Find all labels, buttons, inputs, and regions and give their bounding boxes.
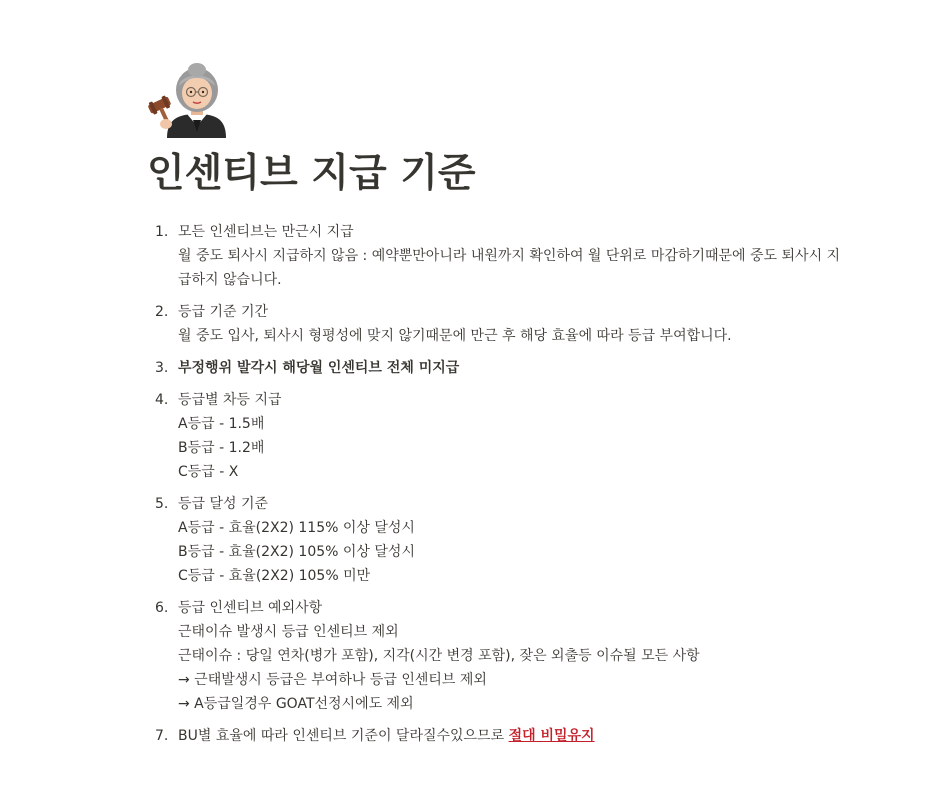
list-item-number: 6. xyxy=(155,600,169,616)
list-item-detail: 월 중도 입사, 퇴사시 형평성에 맞지 않기때문에 만근 후 해당 효율에 따라 등급 부여합니다. xyxy=(178,328,732,344)
list-item-detail: 근태이슈 발생시 등급 인센티브 제외 xyxy=(178,624,399,640)
list-item xyxy=(147,356,847,380)
list-item-detail: 월 중도 퇴사시 지급하지 않음 : 예약뿐만아니라 내원까지 확인하여 월 단위로 마감하기때문에 중도 퇴사시 지급하지 않습니다. xyxy=(178,248,841,288)
list-item-number: 3. xyxy=(155,360,169,376)
list-item-heading: 모든 인센티브는 만근시 지급 xyxy=(178,224,354,240)
list-item-number: 5. xyxy=(155,496,169,512)
list-item-detail: B등급 - 1.2배 xyxy=(178,440,265,456)
list-item-detail: → A등급일경우 GOAT선정시에도 제외 xyxy=(178,696,414,712)
list-item xyxy=(147,492,847,588)
criteria-list xyxy=(147,220,847,748)
list-item-number: 1. xyxy=(155,224,169,240)
list-item-detail: A등급 - 효율(2X2) 115% 이상 달성시 xyxy=(178,520,415,536)
list-item-heading: 등급 달성 기준 xyxy=(178,496,269,512)
list-item-number: 7. xyxy=(155,728,169,744)
list-item xyxy=(147,724,847,748)
list-item-heading: 등급 인센티브 예외사항 xyxy=(178,600,323,616)
list-item-detail: A등급 - 1.5배 xyxy=(178,416,265,432)
list-item-heading: 등급별 차등 지급 xyxy=(178,392,282,408)
list-item-heading: 부정행위 발각시 해당월 인센티브 전체 미지급 xyxy=(178,360,460,376)
page-title: 인센티브 지급 기준 xyxy=(147,151,476,196)
list-item-heading: 등급 기준 기간 xyxy=(178,304,269,320)
list-item-heading xyxy=(178,724,847,748)
page-content xyxy=(147,62,847,756)
list-item xyxy=(147,388,847,484)
list-item-detail: 근태이슈 : 당일 연차(병가 포함), 지각(시간 변경 포함), 잦은 외출등 이슈될 모든 사항 xyxy=(178,648,700,664)
list-item xyxy=(147,596,847,716)
list-item-detail: C등급 - 효율(2X2) 105% 미만 xyxy=(178,568,371,584)
list-item-detail: → 근태발생시 등급은 부여하나 등급 인센티브 제외 xyxy=(178,672,487,688)
list-item-number: 4. xyxy=(155,392,169,408)
confidential-emphasis: 절대 비밀유지 xyxy=(508,728,595,744)
judge-emoji-icon xyxy=(147,62,227,138)
list-item-detail: B등급 - 효율(2X2) 105% 이상 달성시 xyxy=(178,544,415,560)
list-item-text: BU별 효율에 따라 인센티브 기준이 달라질수있으므로 xyxy=(178,728,509,744)
list-item xyxy=(147,300,847,348)
list-item-detail: C등급 - X xyxy=(178,464,239,480)
list-item xyxy=(147,220,847,292)
list-item-number: 2. xyxy=(155,304,169,320)
